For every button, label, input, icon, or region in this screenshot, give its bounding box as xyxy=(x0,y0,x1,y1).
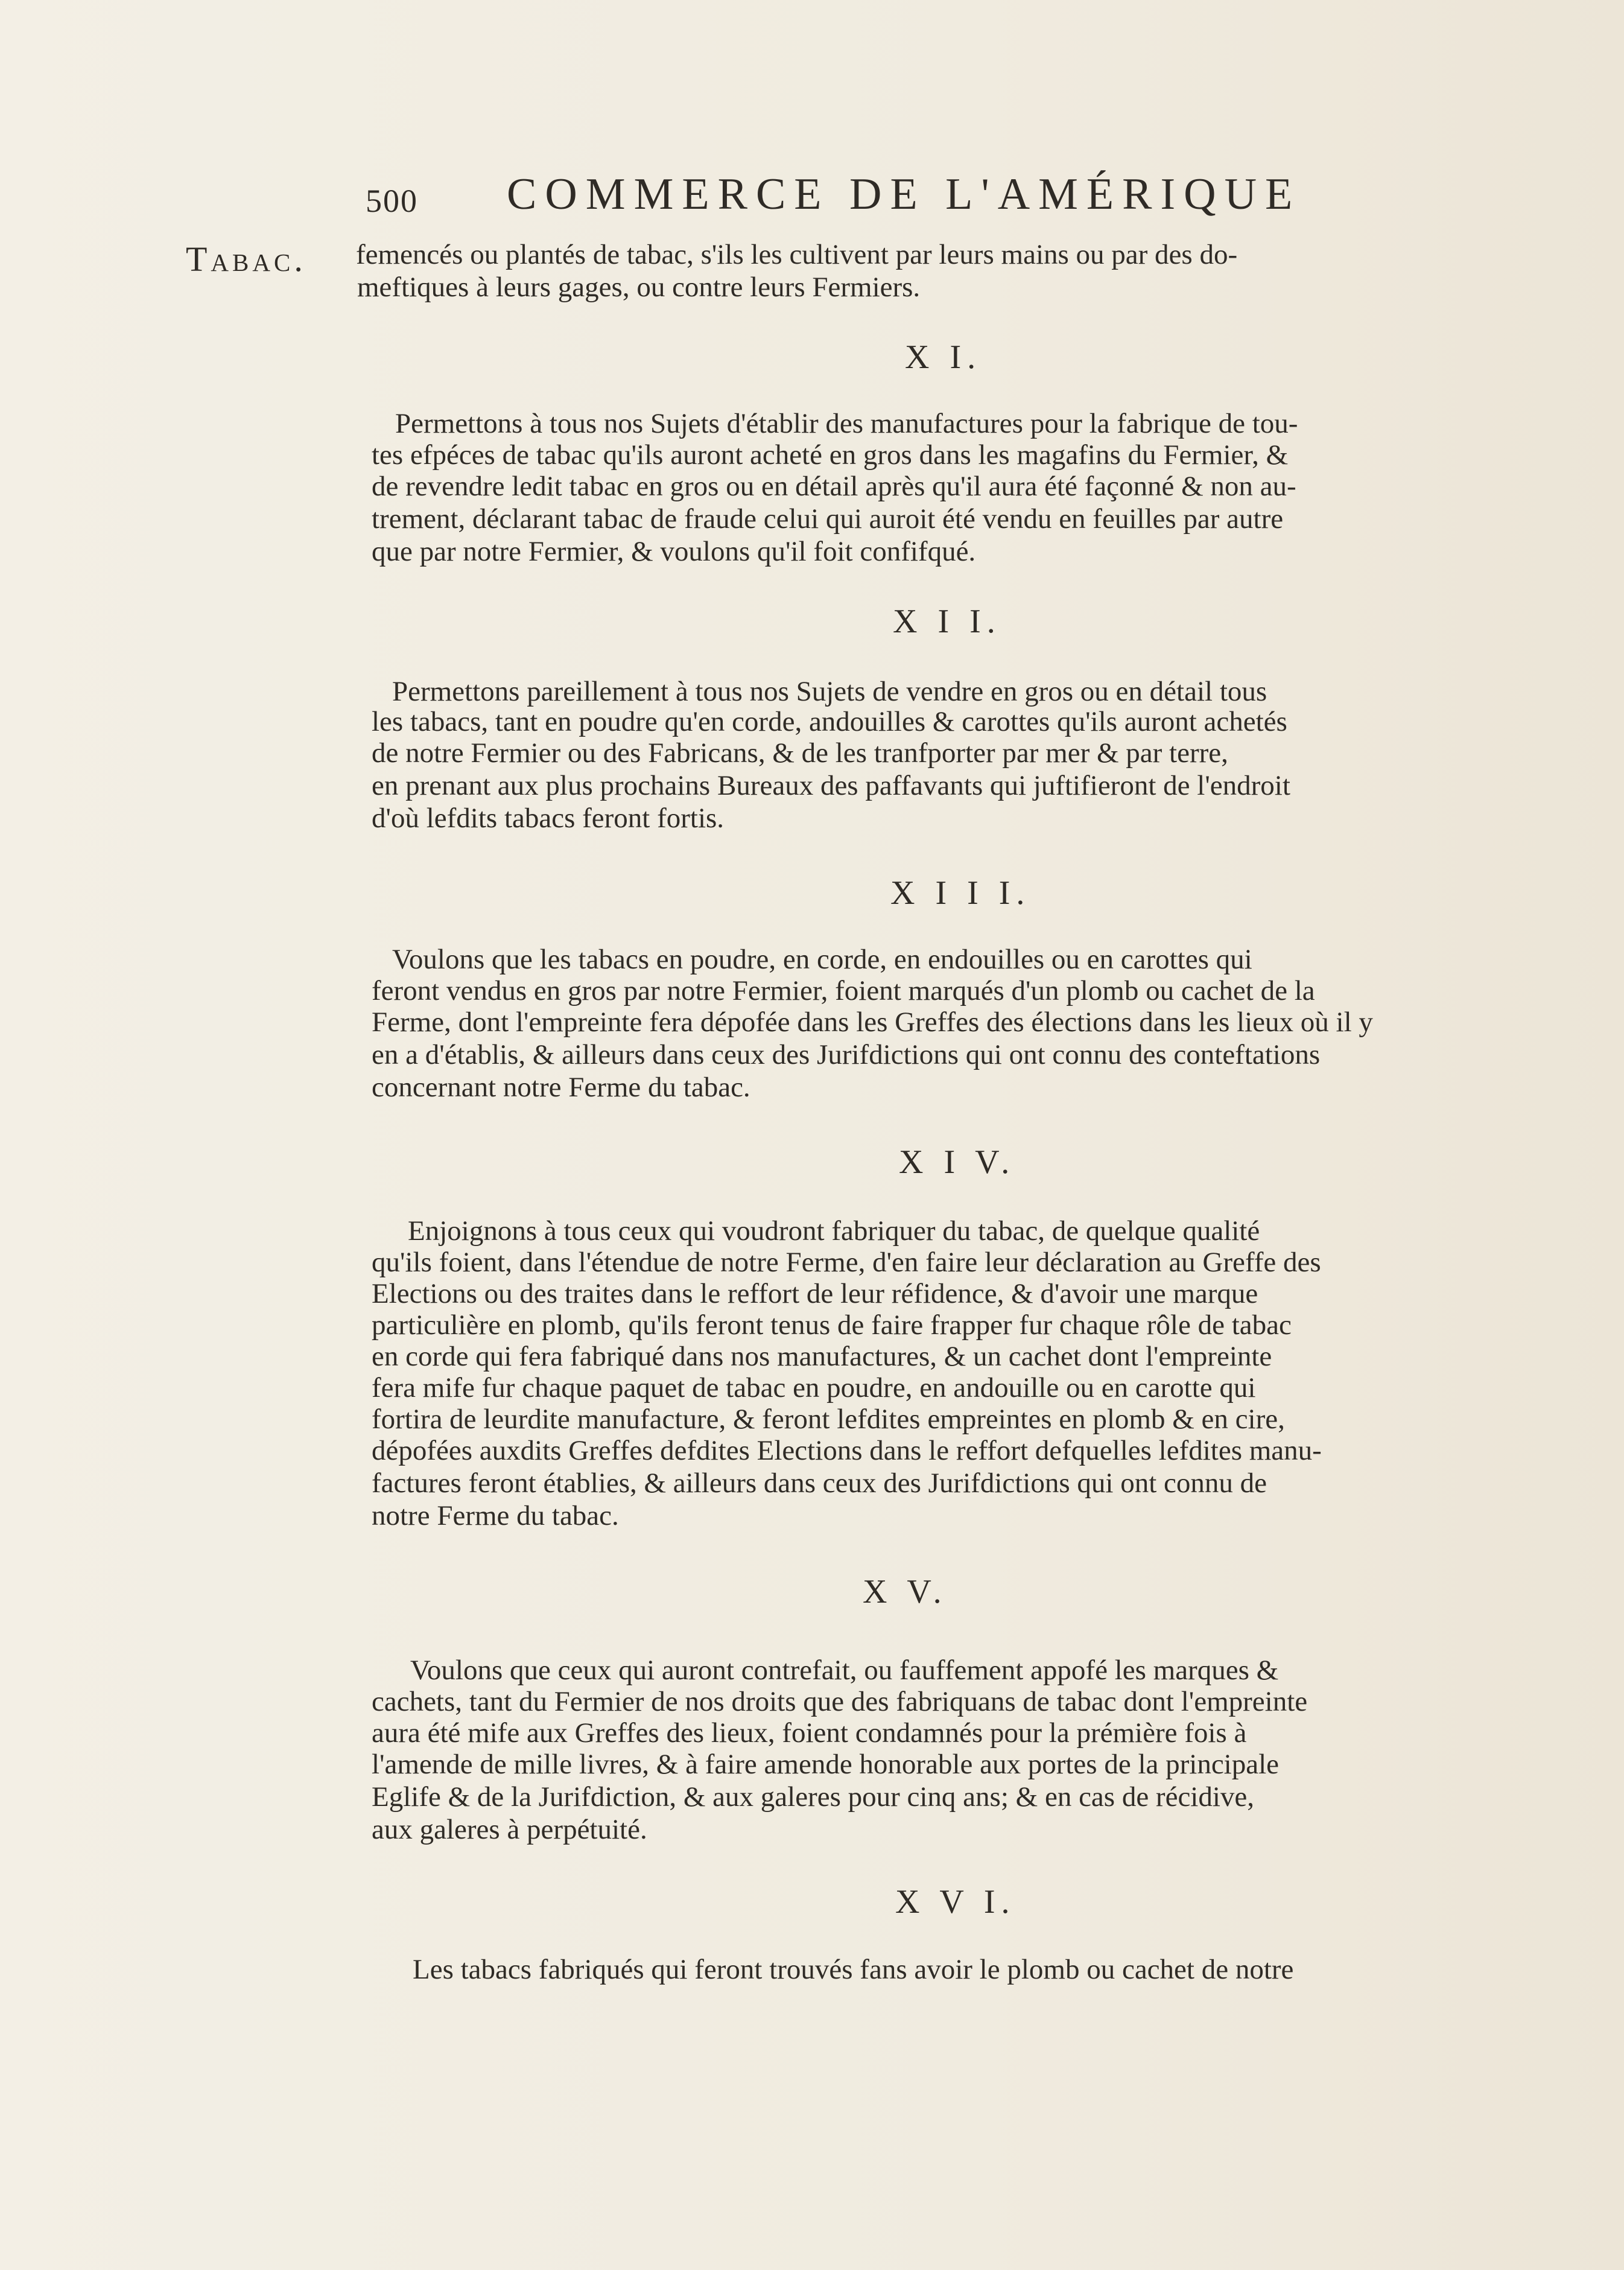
text-line: Enjoignons à tous ceux qui voudront fabriquer du tabac, de quelque qualité xyxy=(408,1215,1260,1247)
text-line: Permettons à tous nos Sujets d'établir des manufactures pour la fabrique de tou- xyxy=(395,408,1298,439)
page-header xyxy=(356,169,1400,223)
text-line: fera mife fur chaque paquet de tabac en poudre, en andouille ou en carotte qui xyxy=(372,1372,1256,1404)
article-heading: X I V. xyxy=(899,1143,1016,1181)
margin-note: Tabac. xyxy=(186,240,306,279)
text-line: qu'ils foient, dans l'étendue de notre Ferme, d'en faire leur déclaration au Greffe des xyxy=(372,1247,1321,1278)
text-line: aura été mife aux Greffes des lieux, foient condamnés pour la prémière fois à xyxy=(372,1717,1247,1749)
text-line: dépofées auxdits Greffes defdites Elections dans le reffort defquelles lefdites manu- xyxy=(372,1435,1322,1466)
text-line: en corde qui fera fabriqué dans nos manufactures, & un cachet dont l'empreinte xyxy=(372,1341,1272,1372)
text-line: concernant notre Ferme du tabac. xyxy=(372,1072,750,1103)
text-line: cachets, tant du Fermier de nos droits que des fabriquans de tabac dont l'empreinte xyxy=(372,1686,1308,1717)
text-line: Elections ou des traites dans le reffort de leur réfidence, & d'avoir une marque xyxy=(372,1278,1258,1309)
text-line: Eglife & de la Jurifdiction, & aux galeres pour cinq ans; & en cas de récidive, xyxy=(372,1781,1255,1813)
text-line: trement, déclarant tabac de fraude celui qui auroit été vendu en feuilles par autre xyxy=(372,503,1284,535)
text-line: fortira de leurdite manufacture, & feront lefdites empreintes en plomb & en cire, xyxy=(372,1404,1285,1435)
text-line: Permettons pareillement à tous nos Sujets de vendre en gros ou en détail tous xyxy=(392,676,1267,707)
text-line: notre Ferme du tabac. xyxy=(372,1500,619,1531)
article-heading: X V I. xyxy=(895,1883,1016,1921)
text-line: Ferme, dont l'empreinte fera dépofée dans les Greffes des élections dans les lieux où il y xyxy=(372,1006,1373,1038)
text-line: tes efpéces de tabac qu'ils auront acheté en gros dans les magafins du Fermier, & xyxy=(372,439,1289,471)
text-line: d'où lefdits tabacs feront fortis. xyxy=(372,803,725,834)
article-heading: X V. xyxy=(863,1573,948,1610)
article-heading: X I. xyxy=(905,339,982,376)
text-line: en prenant aux plus prochains Bureaux des paffavants qui juftifieront de l'endroit xyxy=(372,770,1290,801)
text-line: de notre Fermier ou des Fabricans, & de les tranfporter par mer & par terre, xyxy=(372,737,1228,769)
text-line: Voulons que les tabacs en poudre, en corde, en endouilles ou en carottes qui xyxy=(392,944,1252,975)
text-line: Voulons que ceux qui auront contrefait, ou fauffement appofé les marques & xyxy=(410,1655,1279,1686)
text-line: feront vendus en gros par notre Fermier, foient marqués d'un plomb ou cachet de la xyxy=(372,975,1315,1006)
text-line: de revendre ledit tabac en gros ou en détail après qu'il aura été façonné & non au- xyxy=(372,471,1296,502)
text-line: factures feront établies, & ailleurs dans ceux des Jurifdictions qui ont connu de xyxy=(372,1467,1267,1499)
page-number: 500 xyxy=(366,183,418,219)
article-heading: X I I I. xyxy=(890,874,1031,912)
text-line: aux galeres à perpétuité. xyxy=(372,1814,647,1845)
text-line: en a d'établis, & ailleurs dans ceux des Jurifdictions qui ont connu des conteftations xyxy=(372,1039,1321,1070)
text-line: que par notre Fermier, & voulons qu'il foit confifqué. xyxy=(372,536,976,567)
text-line: femencés ou plantés de tabac, s'ils les cultivent par leurs mains ou par des do- xyxy=(356,239,1238,270)
text-line: Les tabacs fabriqués qui feront trouvés fans avoir le plomb ou cachet de notre xyxy=(413,1954,1294,1985)
text-line: les tabacs, tant en poudre qu'en corde, andouilles & carottes qu'ils auront achetés xyxy=(372,706,1287,737)
text-line: l'amende de mille livres, & à faire amende honorable aux portes de la principale xyxy=(372,1749,1280,1780)
text-line: particulière en plomb, qu'ils feront tenus de faire frapper fur chaque rôle de tabac xyxy=(372,1309,1292,1341)
text-line: meftiques à leurs gages, ou contre leurs Fermiers. xyxy=(357,272,921,303)
running-head: COMMERCE DE L'AMÉRIQUE xyxy=(507,170,1301,219)
article-heading: X I I. xyxy=(893,603,1001,640)
